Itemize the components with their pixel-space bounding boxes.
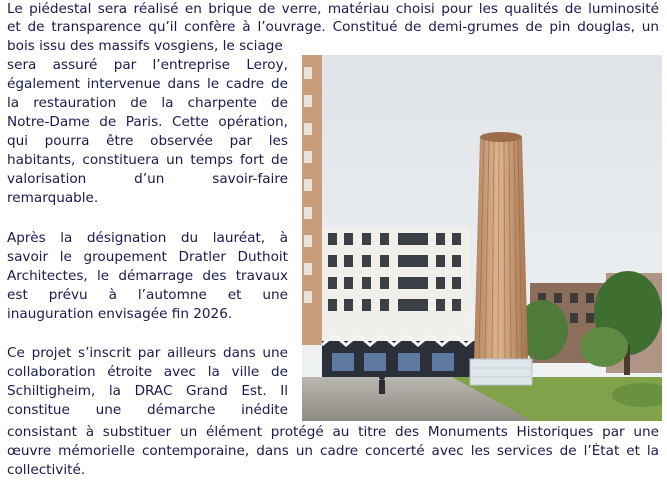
text-line: qui pourra être observée par les [7,133,288,149]
text-line: collectivité. [7,462,86,478]
text-line: Après la désignation du lauréat, à [7,230,288,246]
architectural-rendering [302,55,662,421]
text-line: savoir le groupement Dratler Duthoit [7,249,288,265]
text-line: Ce projet s’inscrit par ailleurs dans une [7,345,288,361]
text-line: habitants, constituera un temps fort de [7,152,288,168]
text-line: la restauration de la charpente de [7,95,288,111]
text-line: constitue une démarche inédite [7,402,288,418]
text-line: bois issu des massifs vosgiens, le sciage [7,38,283,54]
text-line: également intervenue dans le cadre de [7,76,288,92]
tower-rendering-image [302,55,662,421]
text-line: Le piédestal sera réalisé en brique de verre, matériau choisi pour les qualités de luminosité [7,1,659,17]
text-line: Notre-Dame de Paris. Cette opération, [7,114,288,130]
text-line: inauguration envisagée fin 2026. [7,306,233,322]
text-line: consistant à substituer un élément protégé au titre des Monuments Historiques par une [7,424,659,440]
text-line: Architectes, le démarrage des travaux [7,268,288,284]
text-line: valorisation d’un savoir-faire [7,171,288,187]
text-line: est prévu à l’automne et une [7,287,288,303]
text-line: sera assuré par l’entreprise Leroy, [7,57,288,73]
text-line: Schiltigheim, la DRAC Grand Est. Il [7,383,288,399]
text-line: œuvre mémorielle contemporaine, dans un cadre concerté avec les services de l’État et la [7,443,659,459]
text-line: remarquable. [7,190,99,206]
text-line: collaboration étroite avec la ville de [7,364,288,380]
text-line: et de transparence qu’il confère à l’ouvrage. Constitué de demi-grumes de pin douglas, un [7,19,659,35]
